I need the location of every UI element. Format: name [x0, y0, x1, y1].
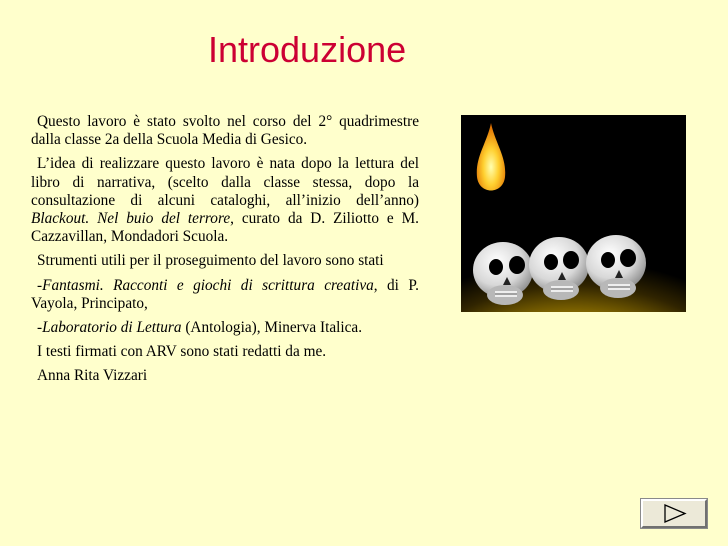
paragraph-5-prefix: - [37, 319, 43, 337]
next-slide-button[interactable] [641, 499, 707, 528]
page-title: Introduzione [208, 29, 407, 70]
candle-skulls-icon [461, 115, 686, 312]
paragraph-2-end: , curato da D. Ziliotto e M. Cazzavillan, Mondadori Scuola. [31, 210, 419, 246]
paragraph-4-end: , di P. Vayola, Principato, [31, 276, 419, 312]
paragraph-5 [31, 319, 419, 337]
paragraph-4 [31, 277, 419, 313]
paragraph-4-prefix: - [37, 276, 43, 294]
paragraph-1: Questo lavoro è stato svolto nel corso del 2° quadrimestre dalla classe 2a della Scuola Media di Gesico. [31, 113, 419, 149]
paragraph-2 [31, 155, 419, 246]
book-title-laboratorio: Laboratorio di Lettura [42, 319, 182, 337]
intro-text [31, 113, 419, 392]
book-title-fantasmi: Fantasmi. Racconti e giochi di scrittura creativa [42, 276, 374, 294]
paragraph-2-start: L’idea di realizzare questo lavoro è nata dopo la lettura del libro di narrativa, (scelto dalla classe stessa, dopo la consultazione di alcuni cataloghi, all’inizio dell’anno) [31, 155, 419, 209]
paragraph-7: Anna Rita Vizzari [37, 367, 148, 385]
book-title-blackout: Blackout. Nel buio del terrore [31, 210, 231, 228]
paragraph-5-end: (Antologia), Minerva Italica. [181, 319, 363, 337]
play-triangle-icon [643, 501, 705, 526]
paragraph-3: Strumenti utili per il proseguimento del lavoro sono stati [37, 252, 384, 270]
candle-skulls-image [461, 115, 686, 312]
paragraph-6: I testi firmati con ARV sono stati redatti da me. [37, 343, 327, 361]
